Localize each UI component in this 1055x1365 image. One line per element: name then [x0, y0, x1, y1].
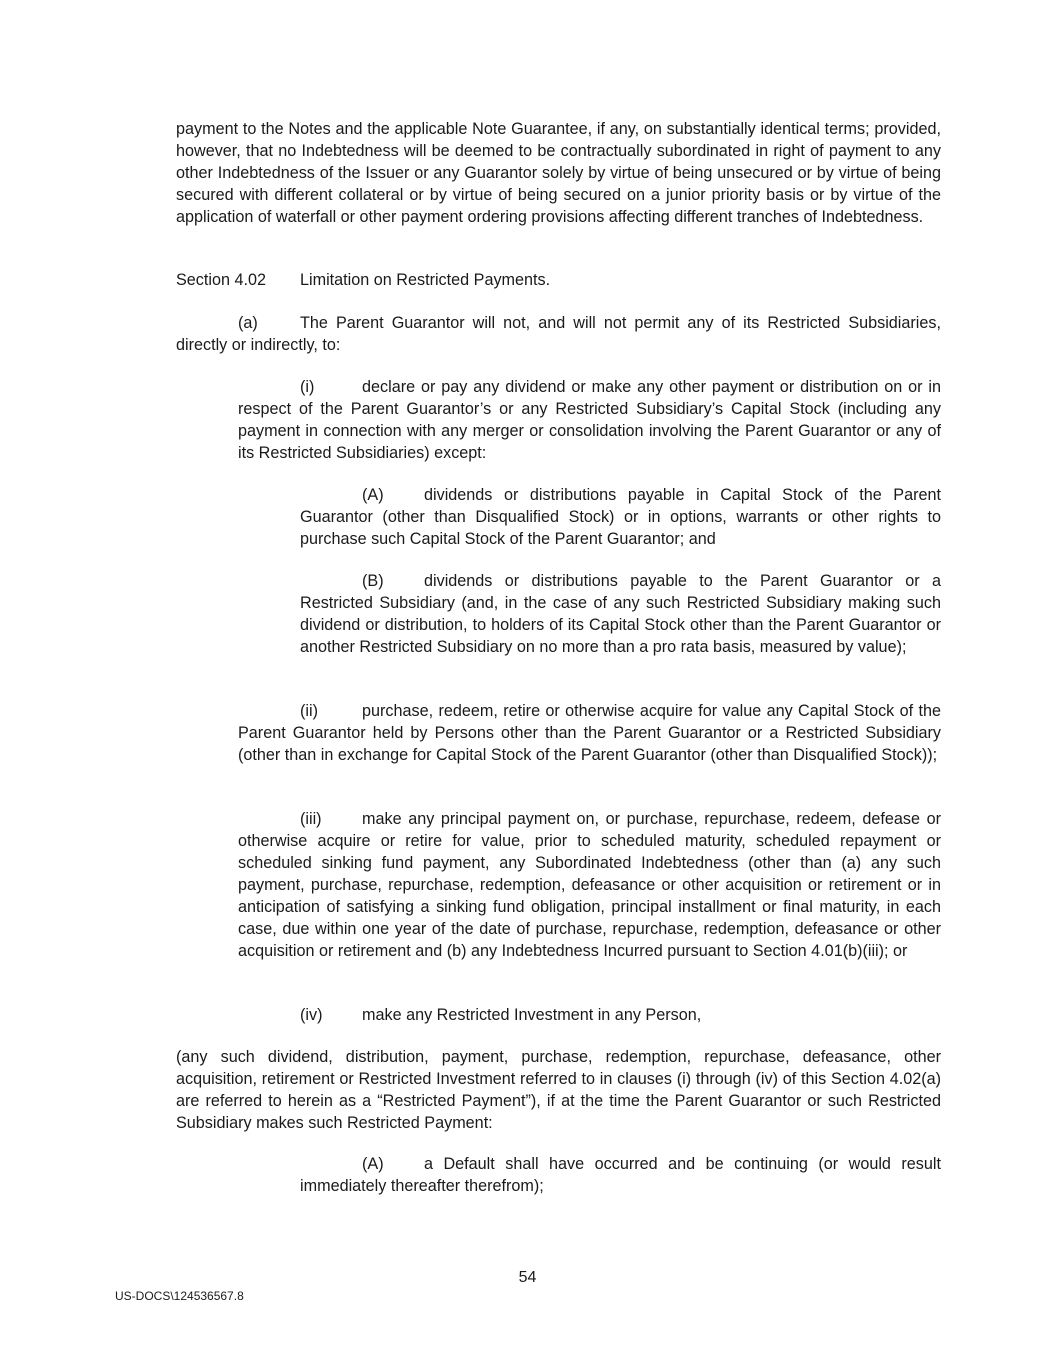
restricted-payment-definition: (any such dividend, distribution, payment, purchase, redemption, repurchase, defeasance, other acquisition, retirement or Restricted Investment referred to in clauses (i) through (iv) of this Section 4.02(a) are referred to herein as a “Restricted Payment”), if at the time the Parent Guarantor or such Restricted Subsidiary makes such Restricted Payment:: [176, 1048, 941, 1132]
section-number: Section 4.02: [176, 271, 266, 289]
section-title: Limitation on Restricted Payments.: [300, 271, 551, 289]
paragraph-continuation: payment to the Notes and the applicable Note Guarantee, if any, on substantially identical terms; provided, however, that no Indebtedness will be deemed to be contractually subordinated in right of payment to any other Indebtedness of the Issuer or any Guarantor solely by virtue of being unsecured or by virtue of being secured with different collateral or by virtue of being secured on a junior priority basis or by virtue of the application of waterfall or other payment ordering provisions affecting different tranches of Indebtedness.: [176, 120, 941, 226]
clause-iv-label: (iv): [300, 1006, 323, 1024]
condition-A: [300, 1153, 941, 1197]
clause-ii: [238, 700, 941, 766]
clause-i-B: [300, 570, 941, 658]
clause-i-A-text: dividends or distributions payable in Capital Stock of the Parent Guarantor (other than Disqualified Stock) or in options, warrants or other rights to purchase such Capital Stock of the Parent Guarantor; and: [300, 486, 941, 548]
clause-i-B-text: dividends or distributions payable to the Parent Guarantor or a Restricted Subsidiary (and, in the case of any such Restricted Subsidiary making such dividend or distribution, to holders of its Capital Stock other than the Parent Guarantor or another Restricted Subsidiary on no more than a pro rata basis, measured by value);: [300, 572, 941, 656]
clause-iii: [238, 808, 941, 962]
condition-A-label: (A): [362, 1155, 384, 1173]
clause-i: [238, 376, 941, 464]
clause-i-A: [300, 484, 941, 550]
clause-i-label: (i): [300, 378, 315, 396]
clause-iv: [300, 1004, 941, 1026]
clause-iii-label: (iii): [300, 810, 322, 828]
clause-a-text: The Parent Guarantor will not, and will not permit any of its Restricted Subsidiaries, directly or indirectly, to:: [176, 314, 941, 354]
section-heading: [176, 269, 941, 291]
clause-i-text: declare or pay any dividend or make any other payment or distribution on or in respect of the Parent Guarantor’s or any Restricted Subsidiary’s Capital Stock (including any payment in connection with any merger or consolidation involving the Parent Guarantor or any of its Restricted Subsidiaries) except:: [238, 378, 941, 462]
clause-ii-text: purchase, redeem, retire or otherwise acquire for value any Capital Stock of the Parent Guarantor held by Persons other than the Parent Guarantor or a Restricted Subsidiary (other than in exchange for Capital Stock of the Parent Guarantor (other than Disqualified Stock));: [238, 702, 941, 764]
document-id: US-DOCS\124536567.8: [115, 1289, 244, 1303]
clause-a-label: (a): [238, 314, 258, 332]
clause-ii-label: (ii): [300, 702, 318, 720]
clause-i-B-label: (B): [362, 572, 384, 590]
condition-A-text: a Default shall have occurred and be continuing (or would result immediately thereafter therefrom);: [300, 1155, 941, 1195]
clause-a: [176, 312, 941, 356]
clause-iii-text: make any principal payment on, or purchase, repurchase, redeem, defease or otherwise acquire or retire for value, prior to scheduled maturity, scheduled repayment or scheduled sinking fund payment, any Subordinated Indebtedness (other than (a) any such payment, purchase, repurchase, redemption, defeasance or other acquisition or retirement or in anticipation of satisfying a sinking fund obligation, principal installment or final maturity, in each case, due within one year of the date of purchase, repurchase, redemption, defeasance or other acquisition or retirement and (b) any Indebtedness Incurred pursuant to Section 4.01(b)(iii); or: [238, 810, 941, 960]
page-number: 54: [518, 1269, 537, 1286]
clause-i-A-label: (A): [362, 486, 384, 504]
clause-iv-text: make any Restricted Investment in any Person,: [362, 1006, 702, 1024]
